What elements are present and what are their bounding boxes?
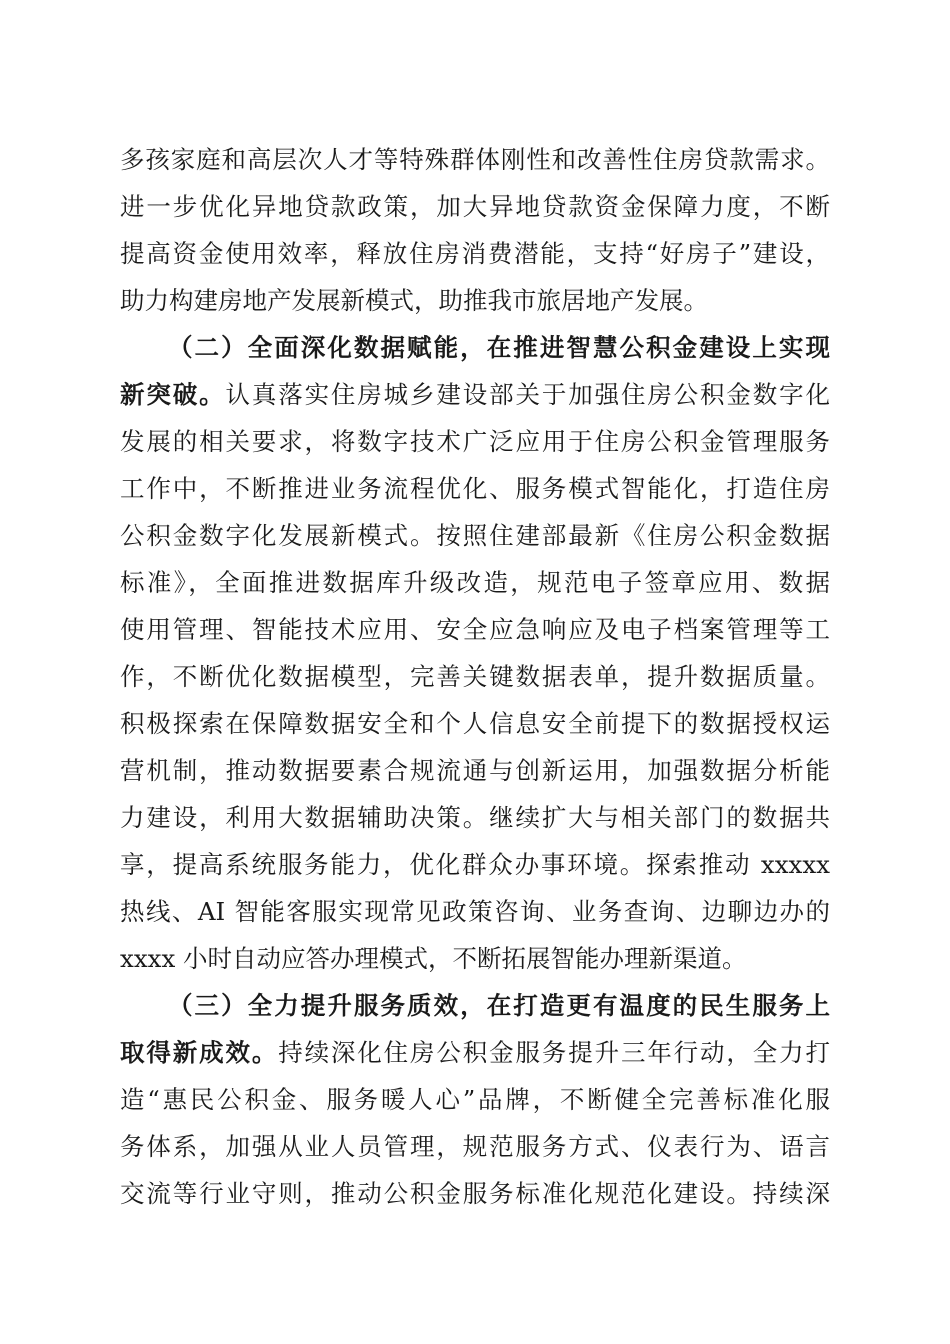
body-text-line: 使用管理、智能技术应用、安全应急响应及电子档案管理等工 (120, 615, 830, 644)
body-text-line: 发展的相关要求，将数字技术广泛应用于住房公积金管理服务 (120, 427, 830, 456)
body-text-line (120, 1031, 830, 1075)
body-text-line: 公积金数字化发展新模式。按照住建部最新《住房公积金数据 (120, 521, 830, 550)
body-text-line: 力建设，利用大数据辅助决策。继续扩大与相关部门的数据共 (120, 803, 830, 832)
body-text-line: 提高资金使用效率，释放住房消费潜能，支持“好房子”建设， (120, 239, 830, 268)
body-text-line: 作，不断优化数据模型，完善关键数据表单，提升数据质量。 (120, 662, 830, 691)
body-text-line: 务体系，加强从业人员管理，规范服务方式、仪表行为、语言 (120, 1132, 830, 1161)
body-text-line: 交流等行业守则，推动公积金服务标准化规范化建设。持续深 (120, 1179, 830, 1208)
body-text-line: 营机制，推动数据要素合规流通与创新运用，加强数据分析能 (120, 756, 830, 785)
section-heading-2-end: 新突破。 (120, 380, 226, 409)
body-text-line (120, 373, 830, 417)
section-text: 认真落实住房城乡建设部关于加强住房公积金数字化 (225, 380, 830, 409)
body-text-line: xxxx 小时自动应答办理模式，不断拓展智能办理新渠道。 (120, 944, 747, 973)
section-text: 持续深化住房公积金服务提升三年行动，全力打 (278, 1038, 830, 1067)
body-text-line: 热线、AI 智能客服实现常见政策咨询、业务查询、边聊边办的 (120, 897, 830, 926)
section-heading-3: （三）全力提升服务质效，在打造更有温度的民生服务上 (168, 991, 830, 1020)
section-heading-3-end: 取得新成效。 (120, 1038, 279, 1067)
body-text-line: 标准》，全面推进数据库升级改造，规范电子签章应用、数据 (120, 568, 830, 597)
body-text-line: 享，提高系统服务能力，优化群众办事环境。探索推动 xxxxx (120, 850, 830, 879)
body-text-line: 工作中，不断推进业务流程优化、服务模式智能化，打造住房 (120, 474, 830, 503)
section-heading-2: （二）全面深化数据赋能，在推进智慧公积金建设上实现 (168, 333, 830, 362)
body-text-line: 进一步优化异地贷款政策，加大异地贷款资金保障力度，不断 (120, 192, 830, 221)
body-text-line: 造“惠民公积金、服务暖人心”品牌，不断健全完善标准化服 (120, 1085, 830, 1114)
body-text-line: 积极探索在保障数据安全和个人信息安全前提下的数据授权运 (120, 709, 830, 738)
body-text-line: 多孩家庭和高层次人才等特殊群体刚性和改善性住房贷款需求。 (120, 145, 830, 174)
body-text-line: 助力构建房地产发展新模式，助推我市旅居地产发展。 (120, 286, 708, 315)
